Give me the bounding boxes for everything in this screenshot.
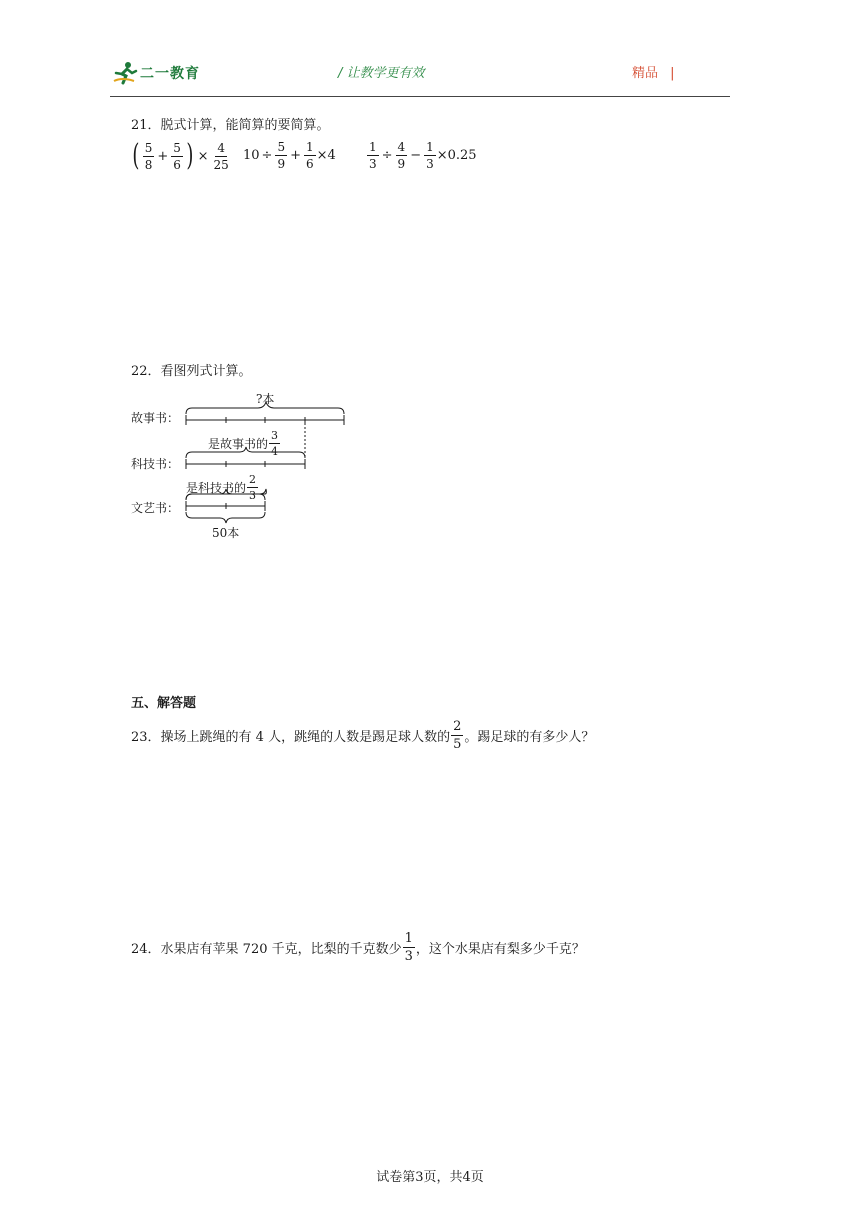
header-divider [110, 96, 730, 97]
header-premium [632, 62, 675, 81]
art-books-bottom-brace [186, 512, 265, 523]
segment-diagram [180, 398, 350, 528]
fraction: $\frac{1}{3}$ [426, 140, 434, 171]
section-5-title: 五、解答题 [131, 696, 197, 711]
row-label-story-books: 故事书： [131, 411, 180, 425]
fraction: $\frac{4}{9}$ [397, 140, 406, 171]
logo [112, 60, 200, 86]
premium-separator: | [670, 66, 675, 81]
fraction: $\frac{5}{9}$ [277, 140, 286, 171]
fraction: $\frac{4}{25}$ [213, 140, 229, 172]
fraction: $\frac{1}{6}$ [306, 140, 314, 171]
expression-1: ( $\frac{5}{8}$ + $\frac{5}{6}$ ) × $\frac{4}{25}$ [132, 138, 229, 173]
premium-label: 精品 [632, 66, 659, 81]
question-22-title: 22．看图列式计算。 [131, 364, 252, 379]
fraction: $\frac{2}{5}$ [453, 719, 462, 752]
expression-3: $\frac{1}{3}$ ÷ $\frac{4}{9}$ − $\frac{1}{3}$ ×0.25 [369, 140, 477, 171]
fraction: $\frac{1}{3}$ [369, 140, 377, 171]
story-books-brace [186, 402, 344, 414]
fraction: $\frac{1}{3}$ [404, 931, 413, 964]
page-footer: 试卷第3页，共4页 [376, 1170, 484, 1185]
logo-text: 二一教育 [140, 66, 200, 82]
science-books-brace [186, 447, 305, 458]
art-books-count-label: 50本 [212, 526, 240, 540]
fraction: $\frac{3}{4}$ [271, 429, 279, 458]
question-23: 23．操场上跳绳的有 4 人，跳绳的人数是踢足球人数的 $\frac{2}{5}$ 。踢足球的有多少人？ [131, 719, 595, 752]
fraction: $\frac{5}{6}$ [173, 140, 181, 172]
question-24: 24．水果店有苹果 720 千克，比梨的千克数少 $\frac{1}{3}$ ，这个水果店有梨多少千克？ [131, 931, 585, 964]
art-books-note: 是科技书的 $\frac{2}{3}$ [186, 473, 257, 502]
fraction: $\frac{5}{8}$ [144, 140, 153, 172]
expression-2: 10 ÷ $\frac{5}{9}$ + $\frac{1}{6}$ ×4 [243, 140, 336, 171]
runner-logo-icon [112, 61, 138, 85]
story-books-total-label: ?本 [256, 392, 275, 406]
row-label-science-books: 科技书： [131, 457, 180, 471]
row-label-art-books: 文艺书： [131, 501, 180, 515]
science-books-note: 是故事书的 $\frac{3}{4}$ [208, 429, 279, 458]
question-21-title: 21．脱式计算，能简算的要简算。 [131, 118, 330, 133]
header-slogan: / 让教学更有效 [338, 66, 425, 81]
fraction: $\frac{2}{3}$ [249, 473, 257, 502]
